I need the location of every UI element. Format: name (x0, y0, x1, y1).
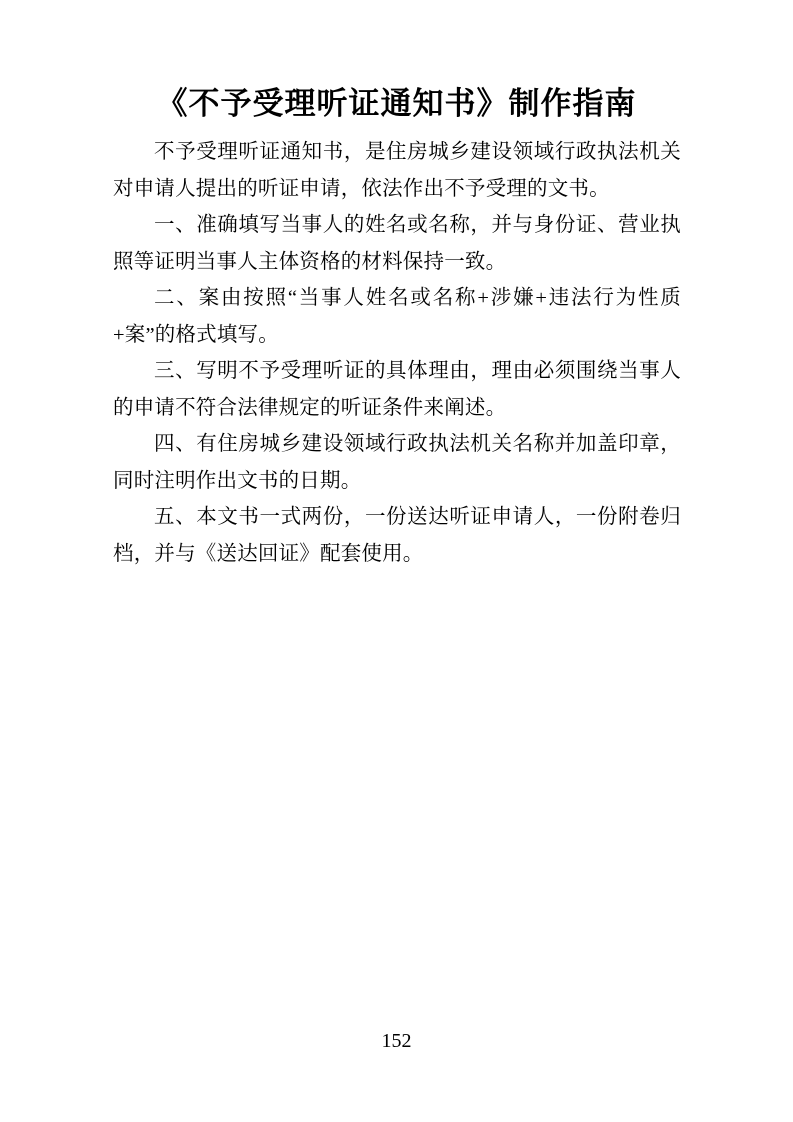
paragraph: 五、本文书一式两份，一份送达听证申请人，一份附卷归档，并与《送达回证》配套使用。 (113, 506, 681, 565)
page-number: 152 (381, 1030, 412, 1052)
page-title: 《不予受理听证通知书》制作指南 (156, 86, 637, 121)
paragraph: 二、案由按照“当事人姓名或名称+涉嫌+违法行为性质+案”的格式填写。 (113, 287, 681, 346)
paragraph: 三、写明不予受理听证的具体理由，理由必须围绕当事人的申请不符合法律规定的听证条件来阐述。 (113, 360, 681, 419)
paragraph: 四、有住房城乡建设领域行政执法机关名称并加盖印章，同时注明作出文书的日期。 (113, 433, 681, 492)
paragraph: 不予受理听证通知书，是住房城乡建设领域行政执法机关对申请人提出的听证申请，依法作出不予受理的文书。 (113, 141, 681, 200)
document-body (113, 134, 681, 572)
paragraph: 一、准确填写当事人的姓名或名称，并与身份证、营业执照等证明当事人主体资格的材料保持一致。 (113, 214, 681, 273)
